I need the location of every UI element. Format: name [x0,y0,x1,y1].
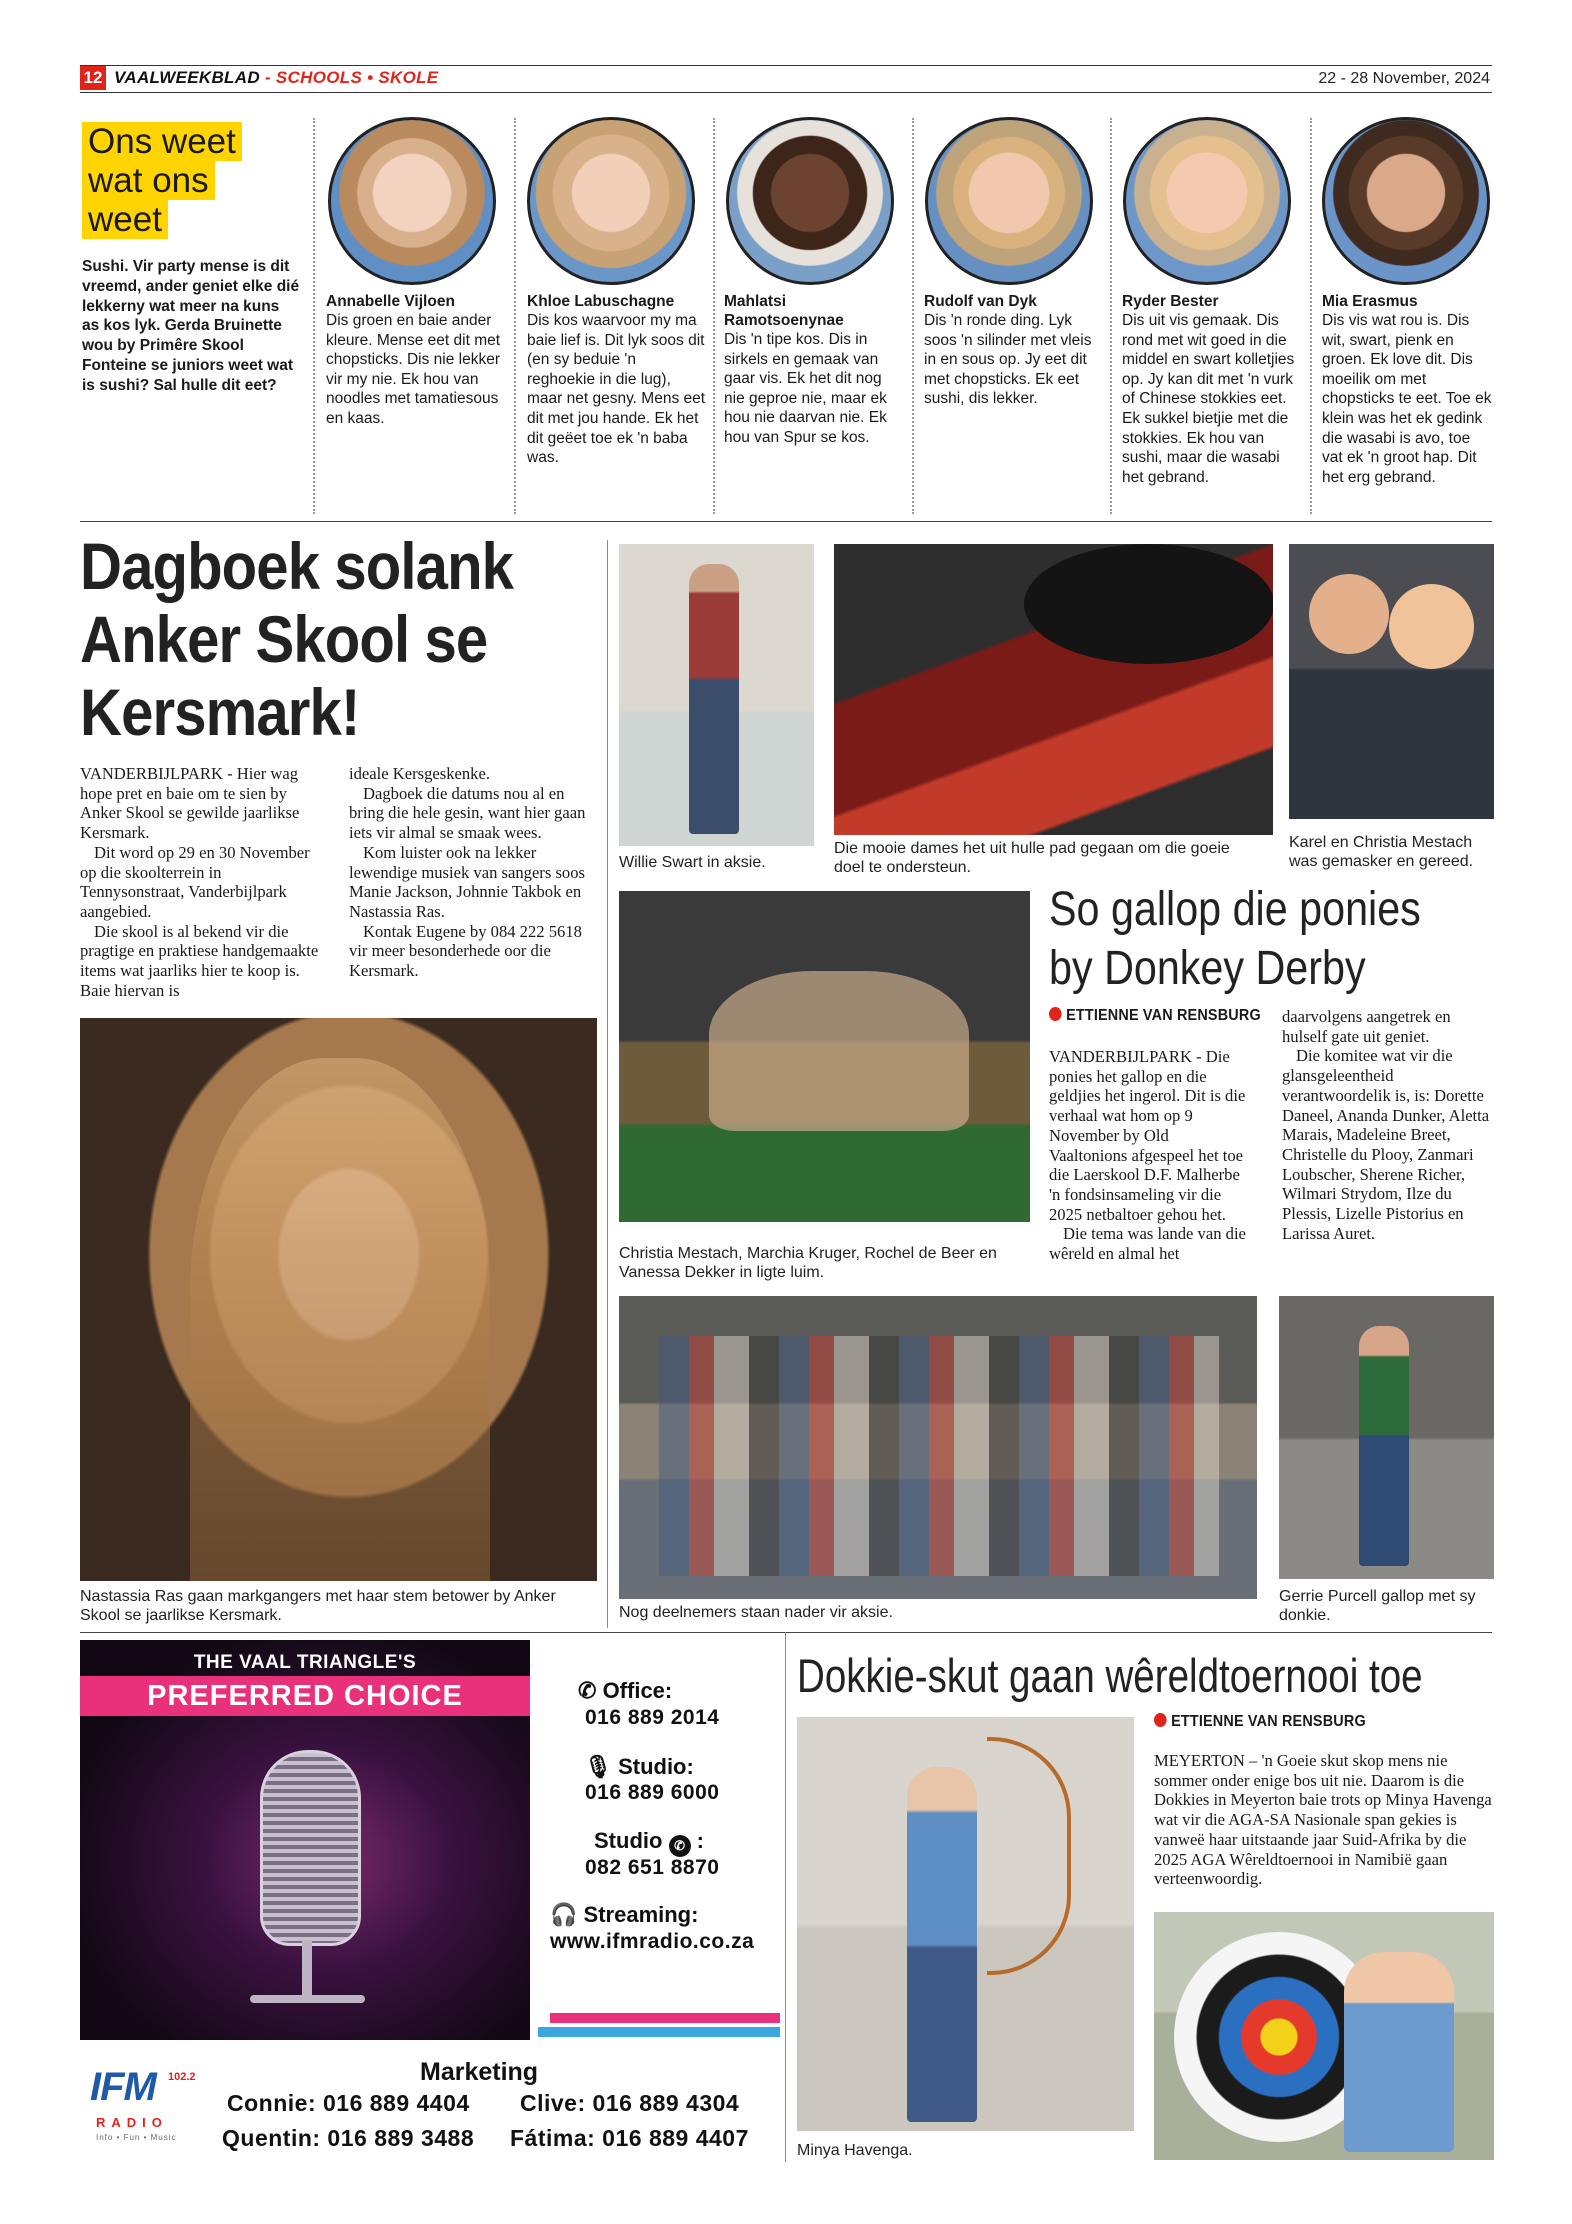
section-divider [80,521,1492,522]
logo-frequency: 102.2 [168,2071,196,2083]
contact-connie: Connie: 016 889 4404 [227,2090,470,2116]
caption-dames: Die mooie dames het uit hulle pad gegaan om die goeie doel te ondersteun. [834,840,1230,876]
heading-line-1: Ons weet [82,122,242,161]
studio-number: 016 889 6000 [585,1781,720,1804]
kid-photo-rudolf [925,117,1093,285]
kid-entry [724,292,904,448]
ifm-logo [90,2065,205,2155]
marketing-label: Marketing [420,2058,539,2086]
kid-answer: Dis uit vis gemaak. Dis rond met wit goed in die middel en swart kolletjies op. Jy kan dit met 'n vurk of Chinese stokkies eet. Ek sukkel bietjie met die stokkies. Ek hou van sushi, maar die wasabi het gebrand. [1122,312,1295,486]
paragraph: Kom luister ook na lekker lewendige musiek van sangers soos Manie Jackson, Johnnie Takbok en Nastassia Ras. [349,842,585,921]
caption-willie: Willie Swart in aksie. [619,854,766,871]
paragraph: Kontak Eugene by 084 222 5618 vir meer besonderhede oor die Kersmark. [349,921,582,981]
kid-answer: Dis 'n tipe kos. Dis in sirkels en gemaak van gaar vis. Ek het dit nog nie geproe nie, maar ek hou nie daarvan nie. Ek hou van Spur se kos. [724,331,887,446]
kid-entry [527,292,707,468]
kid-photo-annabelle [328,117,496,285]
studio-label: 🎙 Studio: [584,1754,694,1779]
kid-separator [1310,118,1312,514]
kersmark-column-1 [80,764,328,1000]
kid-answer: Dis 'n ronde ding. Lyk soos 'n silinder met vleis in en sous op. Jy eet dit met chopsticks. Ek eet sushi, dis lekker. [924,312,1092,408]
kid-answer: Dis kos waarvoor my ma baie lief is. Dit lyk soos dit (en sy beduie 'n reghoekie in die lug), maar net gesny. Mens eet dit met jou hande. Ek het dit geëet toe ek 'n baba was. [527,312,706,467]
caption-minya: Minya Havenga. [797,2142,913,2159]
donkey-derby-column-2 [1282,1007,1494,1243]
photo-archery-target [1154,1912,1494,2160]
headline-line: Anker Skool se [80,602,488,676]
publication-title: VAALWEEKBLAD [114,68,260,87]
kid-name: Mia Erasmus [1322,293,1418,310]
paragraph: VANDERBIJLPARK - Die ponies het gallop en die geldjies het ingerol. Dit is die verhaal wat hom op 9 November by Old Vaaltonions afgespeel het toe die Laerskool D.F. Malherbe 'n fondsinsameling vir die 2025 netbaltoer gehou het. [1049,1047,1246,1224]
page-number: 12 [83,68,103,87]
kid-name: Mahlatsi Ramotsoenynae [724,293,844,329]
tagline-banner [80,1676,530,1716]
donkey-derby-byline [1049,1007,1261,1025]
heading-line-2: wat ons [82,161,215,200]
caption-christia: Christia Mestach, Marchia Kruger, Rochel de Beer en Vanessa Dekker in ligte luim. [619,1245,997,1281]
ons-weet-intro: Sushi. Vir party mense is dit vreemd, ander geniet elke dié lekkerny wat meer na kuns as kos lyk. Gerda Bruinette wou by Primêre Skool Fonteine se juniors weet wat is sushi? Sal hulle dit eet? [82,258,300,394]
caption-deelnemers: Nog deelnemers staan nader vir aksie. [619,1604,893,1621]
dokkie-byline [1154,1713,1366,1731]
kid-entry [1322,292,1494,487]
kid-entry [924,292,1102,409]
studio-whatsapp-label: Studio ✆ : [594,1828,704,1857]
paragraph: Die skool is al bekend vir die pragtige en praktiese handgemaakte items wat jaarliks hier te koop is. Baie hiervan is [80,921,319,1000]
paragraph: Dagboek die datums nou al en bring die hele gesin, want hier gaan iets vir almal se smaak wees. [349,783,586,843]
headphones-icon: 🎧 [550,1902,578,1927]
section-title: - SCHOOLS • SKOLE [264,68,439,87]
kid-separator [1110,118,1112,514]
headline-line: So gallop die ponies [1049,883,1421,936]
paragraph: ideale Kersgeskenke. [349,764,490,783]
paragraph: Die komitee wat vir die glansgeleentheid verantwoordelik is, is: Dorette Daneel, Ananda Dunker, Aletta Marais, Madeleine Breet, Christelle du Plooy, Zanmari Loubscher, Sherene Richer, Wilmari Strydom, Ilze du Plessis, Lizelle Pistorius en Larissa Auret. [1282,1046,1490,1243]
header-rule-bottom [80,92,1492,93]
photo-willie-swart [619,544,814,846]
kid-name: Ryder Bester [1122,293,1219,310]
kid-photo-ryder [1123,117,1291,285]
masthead [114,68,438,88]
paragraph: VANDERBIJLPARK - Hier wag hope pret en baie om te sien by Anker Skool se gewilde jaarlikse Kersmark. [80,764,300,843]
paragraph: Die tema was lande van die wêreld en almal het [1049,1224,1246,1264]
dokkie-headline: Dokkie-skut gaan wêreldtoernooi toe [797,1649,1423,1702]
caption-nastassia: Nastassia Ras gaan markgangers met haar stem betower by Anker Skool se jaarlikse Kersmark. [80,1588,556,1624]
byline-bullet [1049,1007,1062,1021]
mic-small-icon: 🎙 [584,1754,612,1779]
office-number: 016 889 2014 [585,1706,720,1729]
paragraph: Dit word op 29 en 30 November op die skoolterrein in Tennysonstraat, Vanderbijlpark aangebied. [80,842,310,921]
photo-mooie-dames [834,544,1273,835]
kid-separator [912,118,914,514]
photo-minya-havenga [797,1717,1134,2131]
streaming-url: www.ifmradio.co.za [550,1930,755,1953]
photo-karel-christia [1289,544,1494,819]
phone-icon: ✆ [578,1678,597,1703]
ifm-advert [80,1640,777,2158]
headline-line: Dagboek solank [80,529,514,603]
ons-weet-heading [82,122,242,239]
byline-bullet [1154,1713,1167,1727]
caption-gerrie: Gerrie Purcell gallop met sy donkie. [1279,1588,1476,1624]
kid-separator [713,118,715,514]
stripe-blue [538,2027,780,2037]
kid-entry [1122,292,1302,487]
heading-line-3: weet [82,200,168,239]
kid-entry [326,292,502,429]
header-rule-top [80,65,1492,66]
contact-clive: Clive: 016 889 4304 [520,2090,740,2116]
archery-bow [987,1737,1071,1975]
whatsapp-icon: ✆ [669,1835,691,1857]
photo-deelnemers [619,1296,1257,1599]
kid-photo-mia [1322,117,1490,285]
kersmark-headline [80,530,513,749]
kid-photo-mahlatsi [726,117,894,285]
paragraph: daarvolgens aangetrek en hulself gate uit geniet. [1282,1007,1451,1046]
kid-name: Annabelle Vijloen [326,293,455,310]
kid-answer: Dis groen en baie ander kleure. Mense eet dit met chopsticks. Dis nie lekker vir my nie. Ek hou van noodles met tamatiesous en kaas. [326,312,501,427]
kid-photo-khloe [527,117,695,285]
caption-karel: Karel en Christia Mestach was gemasker en gereed. [1289,834,1474,870]
tagline-large: PREFERRED CHOICE [147,1680,463,1712]
logo-slogan: Info • Fun • Music [96,2133,177,2142]
donkey-derby-column-1 [1049,1047,1248,1264]
contact-fatima: Fátima: 016 889 4407 [510,2125,749,2151]
section-divider [80,1632,1492,1633]
contact-quentin: Quentin: 016 889 3488 [222,2125,475,2151]
column-divider [785,1632,786,2162]
kid-name: Rudolf van Dyk [924,293,1037,310]
studio-whatsapp-number: 082 651 8870 [585,1856,720,1879]
photo-gerrie-purcell [1279,1296,1494,1579]
streaming-label: 🎧 Streaming: [550,1902,699,1927]
donkey-derby-headline [1049,880,1421,998]
headline-line: Kersmark! [80,675,360,749]
kid-answer: Dis vis wat rou is. Dis wit, swart, pienk en groen. Ek love dit. Dis moeilik om met chopsticks te eet. Toe ek klein was het ek gedink die wasabi is avo, toe vat ek 'n groot hap. Dit het erg gebrand. [1322,312,1492,486]
dokkie-body: MEYERTON – 'n Goeie skut skop mens nie sommer onder enige bos uit nie. Daarom is die Dokkies in Meyerton baie trots op Minya Havenga wat vir die AGA-SA Nasionale span gekies is vanweë haar uitstaande jaar Suid-Afrika by die 2025 AGA Wêreldtoernooi in Namibië gaan verteenwoordig. [1154,1751,1492,1889]
issue-date: 22 - 28 November, 2024 [1318,70,1490,87]
column-divider [607,540,608,1628]
photo-nastassia-ras [80,1018,597,1581]
tagline-small: THE VAAL TRIANGLE'S [193,1652,417,1673]
kersmark-column-2 [349,764,597,981]
headline-line: by Donkey Derby [1049,942,1366,995]
page-number-badge [80,66,106,90]
microphone-icon [260,1750,361,1946]
photo-christia-group [619,891,1030,1222]
kid-separator [514,118,516,514]
byline-author: ETTIENNE VAN RENSBURG [1171,1713,1366,1730]
logo-radio: RADIO [96,2115,168,2130]
logo-text: IFM [90,2065,156,2109]
stripe-pink [550,2013,780,2023]
office-label: ✆ Office: [578,1678,673,1703]
kid-separator [313,118,315,514]
kid-name: Khloe Labuschagne [527,293,675,310]
byline-author: ETTIENNE VAN RENSBURG [1066,1007,1261,1024]
